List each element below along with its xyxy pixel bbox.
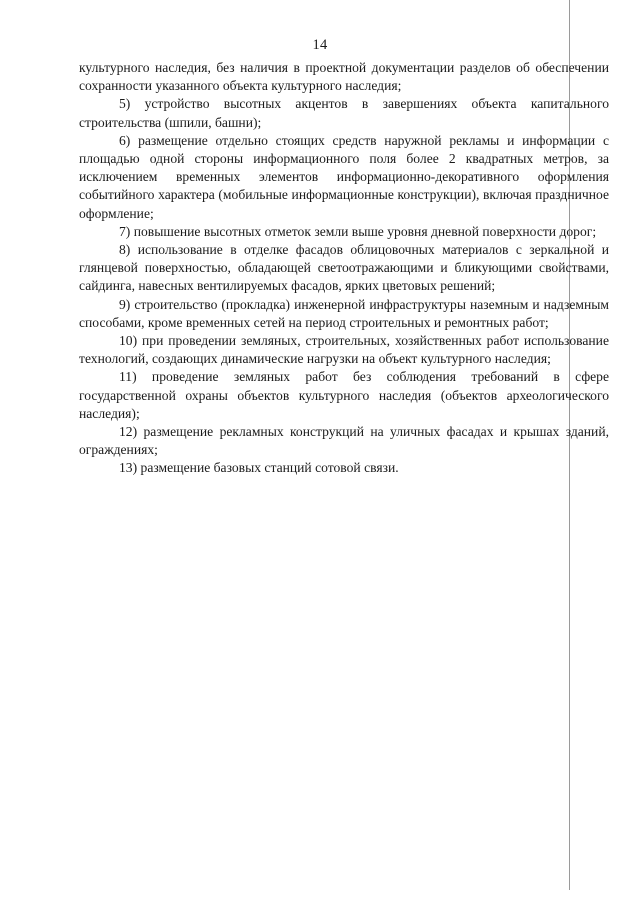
list-item-8: 8) использование в отделке фасадов облицовочных материалов с зеркальной и глянцевой поверхностью, обладающей светоотражающими и бликующими свойствами, сайдинга, навесных вентилируемых фасадов, ярких цветовых решений;	[79, 242, 609, 294]
list-item-12: 12) размещение рекламных конструкций на уличных фасадах и крышах зданий, ограждениях;	[79, 424, 609, 458]
list-item-5: 5) устройство высотных акцентов в завершениях объекта капитального строительства (шпили, башни);	[79, 96, 609, 130]
list-item-9: 9) строительство (прокладка) инженерной инфраструктуры наземным и надземным способами, кроме временных сетей на период строительных и ремонтных работ;	[79, 296, 609, 330]
list-item-6: 6) размещение отдельно стоящих средств наружной рекламы и информации с площадью одной стороны информационного поля более 2 квадратных метров, за исключением временных элементов информационно-декоративного оформления событийного характера (мобильные информационные конструкции), включая праздничное оформление;	[79, 132, 609, 221]
paragraph-continuation: культурного наследия, без наличия в проектной документации разделов об обеспечении сохранности указанного объекта культурного наследия;	[79, 60, 609, 94]
page-number: 14	[312, 37, 328, 53]
list-item-10: 10) при проведении земляных, строительных, хозяйственных работ использование технологий, создающих динамические нагрузки на объект культурного наследия;	[79, 333, 609, 367]
document-body	[79, 59, 609, 478]
list-item-13: 13) размещение базовых станций сотовой связи.	[119, 460, 399, 476]
list-item-7: 7) повышение высотных отметок земли выше уровня дневной поверхности дорог;	[119, 223, 597, 239]
list-item-11: 11) проведение земляных работ без соблюдения требований в сфере государственной охраны объектов культурного наследия (объектов археологического наследия);	[79, 369, 609, 421]
